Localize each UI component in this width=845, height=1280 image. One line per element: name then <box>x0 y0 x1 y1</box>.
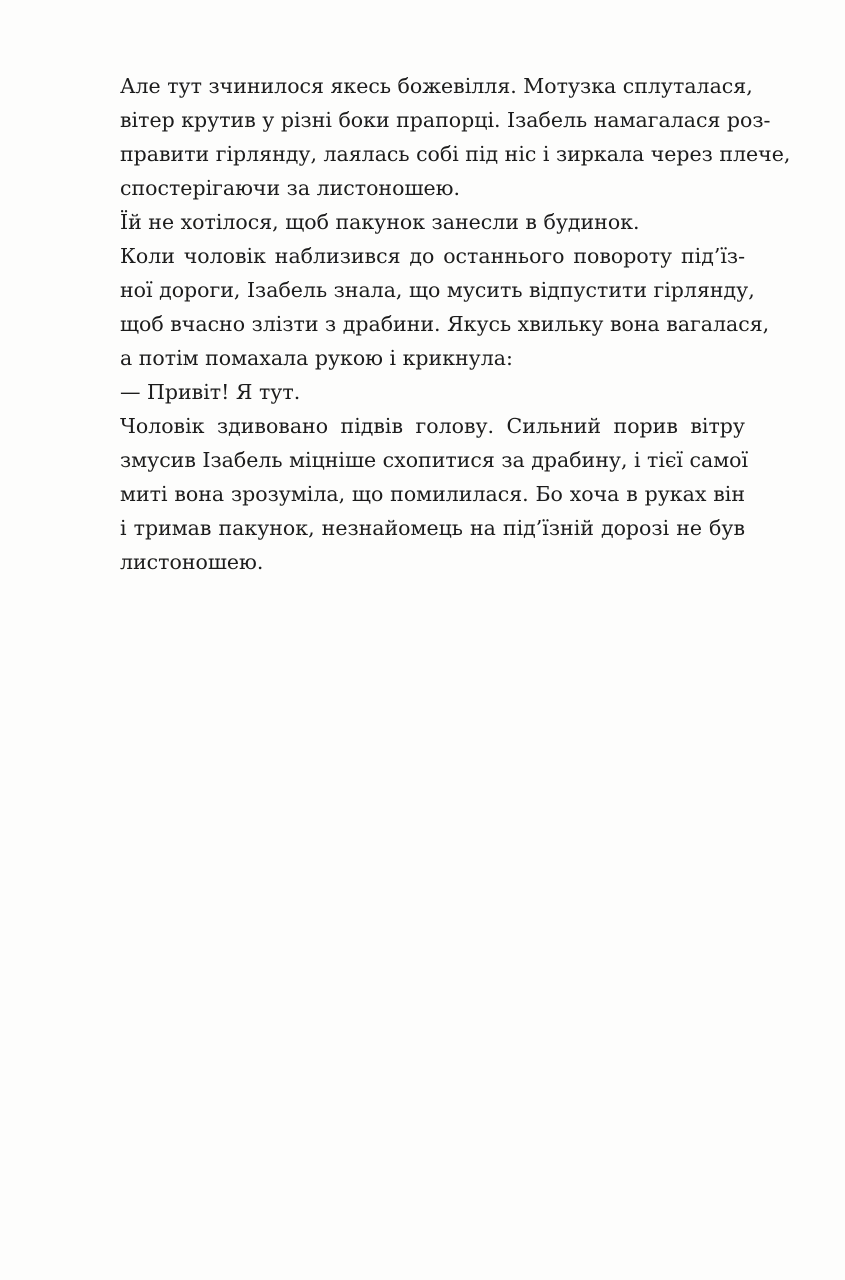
paragraph <box>120 205 745 239</box>
text-line: Але тут зчинилося якесь божевілля. Мотузка сплуталася, <box>120 74 753 98</box>
paragraph <box>120 375 745 409</box>
text-line: спостерігаючи за листоношею. <box>120 176 460 200</box>
paragraph <box>120 409 749 579</box>
text-line: і тримав пакунок, незнайомець на під’їзній дорозі не був <box>120 516 745 540</box>
text-line: правити гірлянду, лаялась собі під ніс і зиркала через плече, <box>120 142 791 166</box>
text-line: листоношею. <box>120 550 264 574</box>
dialogue-line: — Привіт! Я тут. <box>120 380 301 404</box>
text-line: ної дороги, Ізабель знала, що мусить відпустити гірлянду, <box>120 278 755 302</box>
text-line: змусив Ізабель міцніше схопитися за драбину, і тієї самої <box>120 448 749 472</box>
text-line: Коли чоловік наблизився до останнього повороту під’їз- <box>120 244 745 268</box>
paragraph <box>120 69 791 205</box>
text-line: вітер крутив у різні боки прапорці. Ізабель намагалася роз- <box>120 108 771 132</box>
text-line: Їй не хотілося, щоб пакунок занесли в будинок. <box>120 210 640 234</box>
text-line: щоб вчасно злізти з драбини. Якусь хвильку вона вагалася, <box>120 312 770 336</box>
text-line: миті вона зрозуміла, що помилилася. Бо хоча в руках він <box>120 482 745 506</box>
paragraph <box>120 239 770 375</box>
body-text <box>120 69 791 579</box>
text-line: а потім помахала рукою і крикнула: <box>120 346 513 370</box>
text-line: Чоловік здивовано підвів голову. Сильний порив вітру <box>120 414 745 438</box>
